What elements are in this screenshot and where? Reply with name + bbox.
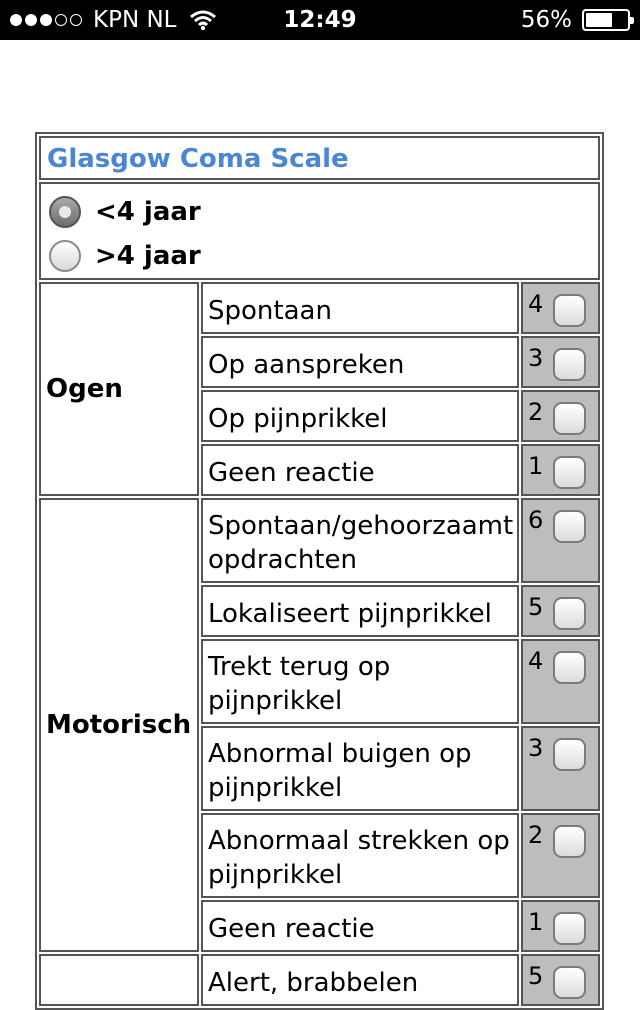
response-label: Geen reactie [201, 900, 519, 952]
score-checkbox[interactable] [553, 966, 586, 999]
response-label: Abnormal buigen op pijnprikkel [201, 726, 519, 811]
score-checkbox[interactable] [553, 597, 586, 630]
age-selector [39, 182, 600, 280]
score-checkbox[interactable] [553, 348, 586, 381]
category-label: Ogen [39, 282, 199, 496]
score-cell [521, 282, 600, 334]
response-label: Spontaan [201, 282, 519, 334]
score-cell [521, 954, 600, 1006]
battery-percent: 56% [520, 7, 572, 33]
radio-button[interactable] [49, 240, 81, 272]
score-value: 2 [528, 398, 544, 426]
response-label: Op aanspreken [201, 336, 519, 388]
score-checkbox[interactable] [553, 912, 586, 945]
table-row [39, 954, 600, 1006]
age-option-label: <4 jaar [95, 197, 201, 227]
score-cell [521, 498, 600, 583]
score-cell [521, 585, 600, 637]
age-option-under-4[interactable] [49, 190, 592, 234]
score-checkbox[interactable] [553, 651, 586, 684]
score-checkbox[interactable] [553, 294, 586, 327]
status-bar [0, 0, 640, 40]
score-cell [521, 639, 600, 724]
score-value: 1 [528, 908, 544, 936]
score-value: 5 [528, 593, 544, 621]
score-cell [521, 813, 600, 898]
score-value: 5 [528, 962, 544, 990]
response-label: Op pijnprikkel [201, 390, 519, 442]
age-option-label: >4 jaar [95, 241, 201, 271]
response-label: Alert, brabbelen [201, 954, 519, 1006]
carrier-name: KPN NL [93, 7, 177, 33]
score-value: 4 [528, 647, 544, 675]
category-label [39, 954, 199, 1006]
score-value: 2 [528, 821, 544, 849]
score-value: 6 [528, 506, 544, 534]
score-cell [521, 444, 600, 496]
table-row [39, 282, 600, 334]
table-row [39, 498, 600, 583]
score-checkbox[interactable] [553, 402, 586, 435]
score-value: 1 [528, 452, 544, 480]
gcs-title: Glasgow Coma Scale [39, 136, 600, 180]
score-value: 3 [528, 344, 544, 372]
score-checkbox[interactable] [553, 825, 586, 858]
score-value: 3 [528, 734, 544, 762]
radio-button[interactable] [49, 196, 81, 228]
gcs-table [35, 132, 604, 1010]
response-label: Trekt terug op pijnprikkel [201, 639, 519, 724]
status-right [521, 7, 630, 33]
response-label: Geen reactie [201, 444, 519, 496]
clock: 12:49 [283, 7, 357, 33]
category-label: Motorisch [39, 498, 199, 952]
score-value: 4 [528, 290, 544, 318]
response-label: Spontaan/gehoorzaamt opdrachten [201, 498, 519, 583]
score-cell [521, 390, 600, 442]
score-cell [521, 336, 600, 388]
age-option-over-4[interactable] [49, 234, 592, 278]
response-label: Abnormaal strekken op pijnprikkel [201, 813, 519, 898]
score-checkbox[interactable] [553, 738, 586, 771]
score-checkbox[interactable] [553, 456, 586, 489]
score-cell [521, 726, 600, 811]
score-checkbox[interactable] [553, 510, 586, 543]
response-label: Lokaliseert pijnprikkel [201, 585, 519, 637]
score-cell [521, 900, 600, 952]
battery-icon [582, 9, 630, 31]
